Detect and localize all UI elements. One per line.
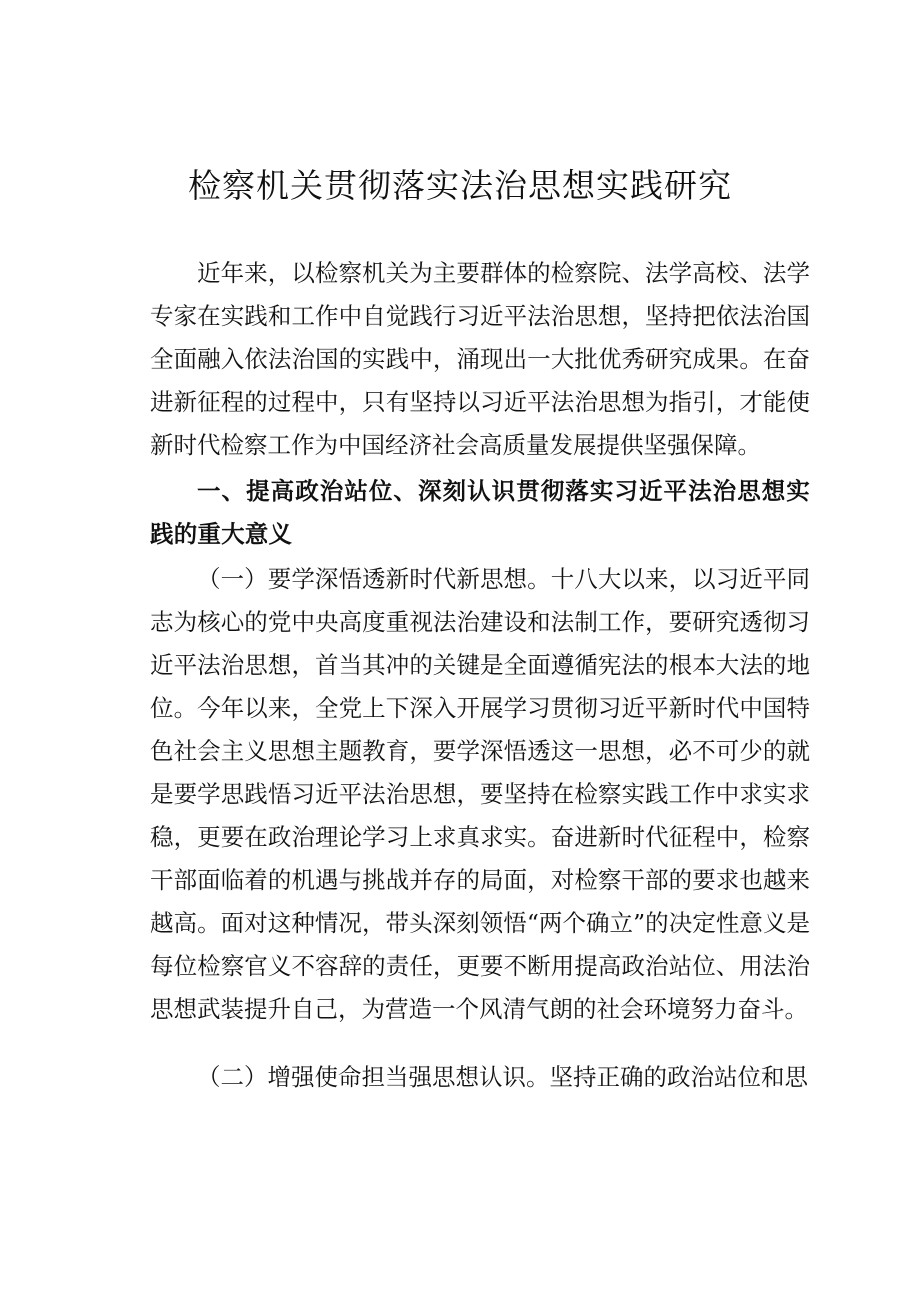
section-heading: 一、提高政治站位、深刻认识贯彻落实习近平法治思想实践的重大意义	[150, 477, 810, 548]
document-title: 检察机关贯彻落实法治思想实践研究	[188, 166, 732, 205]
intro-paragraph: 近年来，以检察机关为主要群体的检察院、法学高校、法学专家在实践和工作中自觉践行习近平法治思想，坚持把依法治国全面融入依法治国的实践中，涌现出一大批优秀研究成果。在奋进新征程的过程中，只有坚持以习近平法治思想为指引，才能使新时代检察工作为中国经济社会高质量发展提供坚强保障。	[150, 259, 810, 459]
subsection-paragraph-2: （二）增强使命担当强思想认识。坚持正确的政治站位和思	[197, 1063, 808, 1091]
subsection-paragraph-1: （一）要学深悟透新时代新思想。十八大以来，以习近平同志为核心的党中央高度重视法治建设和法制工作，要研究透彻习近平法治思想，首当其冲的关键是全面遵循宪法的根本大法的地位。今年以来，全党上下深入开展学习贯彻习近平新时代中国特色社会主义思想主题教育，要学深悟透这一思想，必不可少的就是要学思践悟习近平法治思想，要坚持在检察实践工作中求实求稳，更要在政治理论学习上求真求实。奋进新时代征程中，检察干部面临着的机遇与挑战并存的局面，对检察干部的要求也越来越高。面对这种情况，带头深刻领悟“两个确立”的决定性意义是每位检察官义不容辞的责任，更要不断用提高政治站位、用法治思想武装提升自己，为营造一个风清气朗的社会环境努力奋斗。	[150, 565, 810, 1023]
